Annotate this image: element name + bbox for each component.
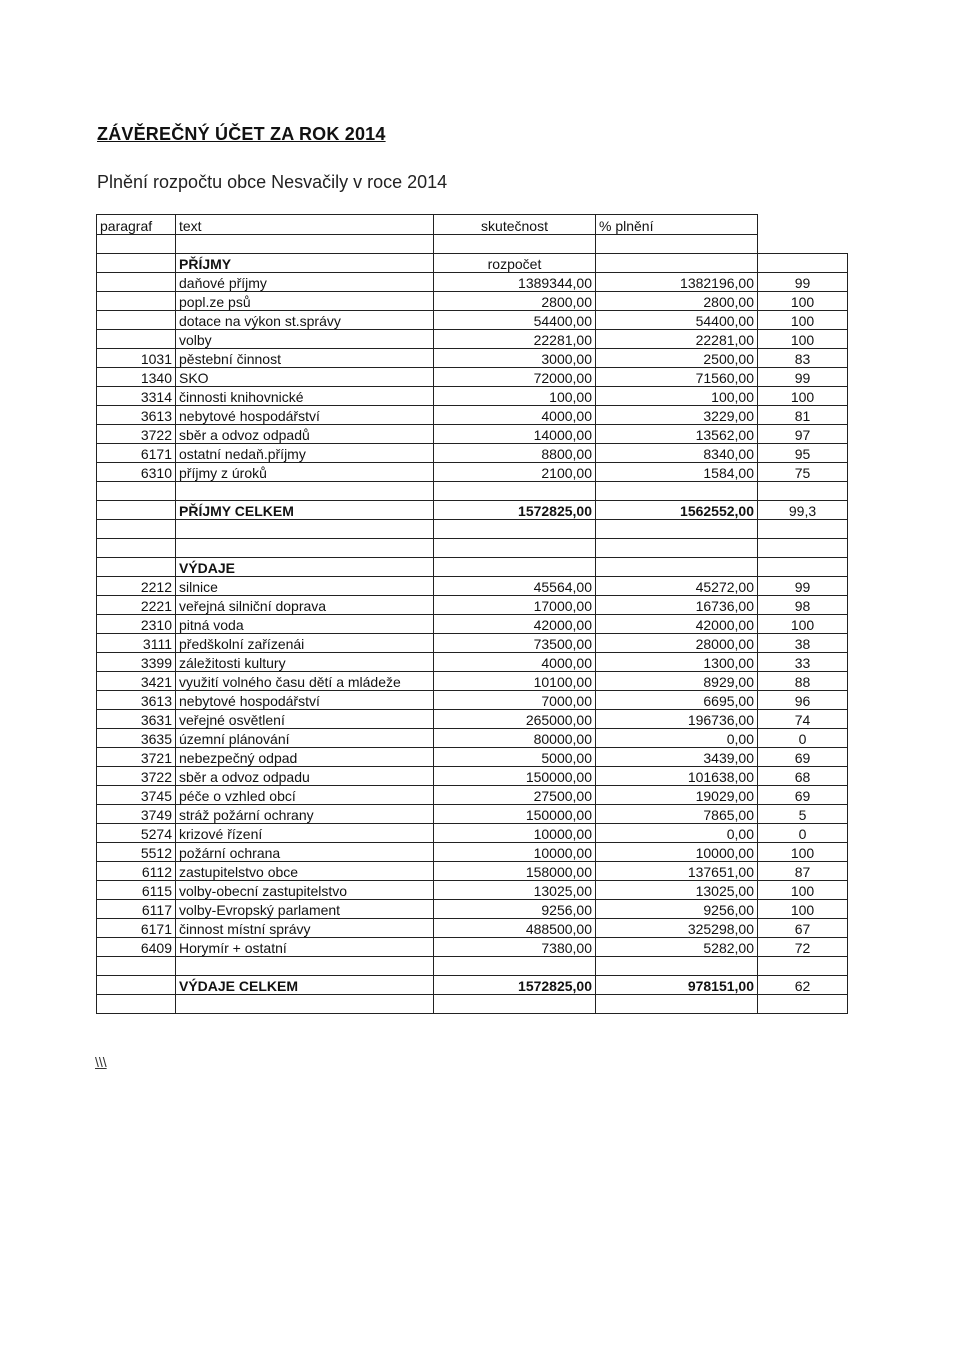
cell-rozpocet: 8800,00 bbox=[434, 444, 596, 463]
cell-paragraf: 3722 bbox=[97, 767, 176, 786]
cell-text: popl.ze psů bbox=[176, 292, 434, 311]
header-plneni: % plnění bbox=[596, 215, 758, 235]
cell-plneni: 5 bbox=[758, 805, 848, 824]
cell-empty bbox=[97, 501, 176, 520]
prijmy-heading-row bbox=[97, 254, 848, 273]
cell-plneni: 38 bbox=[758, 634, 848, 653]
cell-paragraf: 5512 bbox=[97, 843, 176, 862]
cell-paragraf bbox=[97, 292, 176, 311]
cell-text: volby-obecní zastupitelstvo bbox=[176, 881, 434, 900]
cell-skutecnost: 7865,00 bbox=[596, 805, 758, 824]
table-row bbox=[97, 672, 848, 691]
cell-skutecnost: 0,00 bbox=[596, 729, 758, 748]
cell-rozpocet: 3000,00 bbox=[434, 349, 596, 368]
prijmy-total-row bbox=[97, 501, 848, 520]
cell-plneni: 69 bbox=[758, 748, 848, 767]
cell-skutecnost: 100,00 bbox=[596, 387, 758, 406]
cell-skutecnost: 137651,00 bbox=[596, 862, 758, 881]
cell-text: péče o vzhled obcí bbox=[176, 786, 434, 805]
cell-rozpocet: 10000,00 bbox=[434, 824, 596, 843]
cell-rozpocet: 42000,00 bbox=[434, 615, 596, 634]
cell-paragraf: 2212 bbox=[97, 577, 176, 596]
cell-skutecnost: 196736,00 bbox=[596, 710, 758, 729]
table-row bbox=[97, 805, 848, 824]
cell-skutecnost: 1584,00 bbox=[596, 463, 758, 482]
cell-rozpocet: 27500,00 bbox=[434, 786, 596, 805]
blank-row bbox=[97, 482, 848, 501]
cell-text: krizové řízení bbox=[176, 824, 434, 843]
cell-paragraf: 3745 bbox=[97, 786, 176, 805]
total-label: VÝDAJE CELKEM bbox=[176, 976, 434, 995]
cell-skutecnost: 19029,00 bbox=[596, 786, 758, 805]
cell-paragraf: 6171 bbox=[97, 919, 176, 938]
cell-empty bbox=[434, 558, 596, 577]
cell-rozpocet: 1389344,00 bbox=[434, 273, 596, 292]
cell-plneni: 75 bbox=[758, 463, 848, 482]
cell-paragraf: 3631 bbox=[97, 710, 176, 729]
table-row bbox=[97, 710, 848, 729]
table-row bbox=[97, 444, 848, 463]
cell-text: příjmy z úroků bbox=[176, 463, 434, 482]
cell-text: Horymír + ostatní bbox=[176, 938, 434, 957]
cell-paragraf: 3421 bbox=[97, 672, 176, 691]
cell-text: činnosti knihovnické bbox=[176, 387, 434, 406]
table-row bbox=[97, 691, 848, 710]
cell-plneni: 74 bbox=[758, 710, 848, 729]
cell-text: ostatní nedaň.příjmy bbox=[176, 444, 434, 463]
cell-paragraf: 3399 bbox=[97, 653, 176, 672]
vydaje-heading: VÝDAJE bbox=[176, 558, 434, 577]
cell-plneni: 95 bbox=[758, 444, 848, 463]
cell-text: volby-Evropský parlament bbox=[176, 900, 434, 919]
cell-rozpocet: 488500,00 bbox=[434, 919, 596, 938]
cell-skutecnost: 5282,00 bbox=[596, 938, 758, 957]
cell-text: dotace na výkon st.správy bbox=[176, 311, 434, 330]
cell-rozpocet: 22281,00 bbox=[434, 330, 596, 349]
cell-text: sběr a odvoz odpadu bbox=[176, 767, 434, 786]
table-row bbox=[97, 938, 848, 957]
cell-text: veřejné osvětlení bbox=[176, 710, 434, 729]
table-row bbox=[97, 349, 848, 368]
cell-plneni: 69 bbox=[758, 786, 848, 805]
cell-rozpocet: 2800,00 bbox=[434, 292, 596, 311]
cell-plneni: 87 bbox=[758, 862, 848, 881]
cell-plneni: 100 bbox=[758, 900, 848, 919]
cell-rozpocet: 45564,00 bbox=[434, 577, 596, 596]
cell-text: silnice bbox=[176, 577, 434, 596]
cell-paragraf bbox=[97, 330, 176, 349]
cell-paragraf: 6112 bbox=[97, 862, 176, 881]
cell-paragraf: 3721 bbox=[97, 748, 176, 767]
cell-paragraf: 6115 bbox=[97, 881, 176, 900]
table-row bbox=[97, 596, 848, 615]
cell-paragraf bbox=[97, 273, 176, 292]
cell-text: SKO bbox=[176, 368, 434, 387]
cell-plneni: 96 bbox=[758, 691, 848, 710]
cell-rozpocet: 17000,00 bbox=[434, 596, 596, 615]
cell-paragraf: 3635 bbox=[97, 729, 176, 748]
table-row bbox=[97, 273, 848, 292]
table-row bbox=[97, 615, 848, 634]
cell-plneni: 97 bbox=[758, 425, 848, 444]
cell-text: nebytové hospodářství bbox=[176, 691, 434, 710]
cell-paragraf: 1031 bbox=[97, 349, 176, 368]
cell-text: záležitosti kultury bbox=[176, 653, 434, 672]
table-row bbox=[97, 577, 848, 596]
cell-text: volby bbox=[176, 330, 434, 349]
cell-skutecnost: 2500,00 bbox=[596, 349, 758, 368]
cell-rozpocet: 10000,00 bbox=[434, 843, 596, 862]
table-row bbox=[97, 425, 848, 444]
blank-row bbox=[97, 539, 848, 558]
cell-text: předškolní zařízenái bbox=[176, 634, 434, 653]
cell-rozpocet: 14000,00 bbox=[434, 425, 596, 444]
table-row bbox=[97, 406, 848, 425]
cell-plneni: 100 bbox=[758, 292, 848, 311]
header-spacer bbox=[758, 215, 848, 235]
header-skutecnost: skutečnost bbox=[434, 215, 596, 235]
cell-text: pitná voda bbox=[176, 615, 434, 634]
cell-rozpocet: 5000,00 bbox=[434, 748, 596, 767]
cell-empty bbox=[596, 558, 758, 577]
table-row bbox=[97, 311, 848, 330]
cell-plneni: 67 bbox=[758, 919, 848, 938]
cell-paragraf: 2221 bbox=[97, 596, 176, 615]
cell-rozpocet: 9256,00 bbox=[434, 900, 596, 919]
table-row bbox=[97, 862, 848, 881]
cell-skutecnost: 28000,00 bbox=[596, 634, 758, 653]
cell-skutecnost: 8929,00 bbox=[596, 672, 758, 691]
cell-skutecnost: 6695,00 bbox=[596, 691, 758, 710]
cell-rozpocet: 72000,00 bbox=[434, 368, 596, 387]
total-rozpocet: 1572825,00 bbox=[434, 976, 596, 995]
cell-plneni: 100 bbox=[758, 615, 848, 634]
bottom-mark: \\\ bbox=[95, 1054, 107, 1070]
cell-plneni: 100 bbox=[758, 387, 848, 406]
cell-rozpocet: 80000,00 bbox=[434, 729, 596, 748]
cell-skutecnost: 1382196,00 bbox=[596, 273, 758, 292]
cell-rozpocet: 7380,00 bbox=[434, 938, 596, 957]
table-row bbox=[97, 843, 848, 862]
cell-plneni: 99 bbox=[758, 577, 848, 596]
cell-rozpocet: 10100,00 bbox=[434, 672, 596, 691]
header-paragraf: paragraf bbox=[97, 215, 176, 235]
cell-skutecnost: 2800,00 bbox=[596, 292, 758, 311]
prijmy-heading: PŘÍJMY bbox=[176, 254, 434, 273]
table-row bbox=[97, 368, 848, 387]
cell-skutecnost: 54400,00 bbox=[596, 311, 758, 330]
cell-paragraf: 6171 bbox=[97, 444, 176, 463]
cell-paragraf: 3613 bbox=[97, 691, 176, 710]
cell-plneni: 33 bbox=[758, 653, 848, 672]
cell-paragraf: 3613 bbox=[97, 406, 176, 425]
total-skutecnost: 978151,00 bbox=[596, 976, 758, 995]
header-text: text bbox=[176, 215, 434, 235]
cell-paragraf: 3314 bbox=[97, 387, 176, 406]
cell-skutecnost: 1300,00 bbox=[596, 653, 758, 672]
vydaje-heading-row bbox=[97, 558, 848, 577]
cell-paragraf: 3111 bbox=[97, 634, 176, 653]
table-row bbox=[97, 387, 848, 406]
cell-rozpocet: 2100,00 bbox=[434, 463, 596, 482]
cell-rozpocet: 265000,00 bbox=[434, 710, 596, 729]
cell-rozpocet: 4000,00 bbox=[434, 653, 596, 672]
cell-skutecnost: 3229,00 bbox=[596, 406, 758, 425]
vydaje-total-row bbox=[97, 976, 848, 995]
cell-plneni: 83 bbox=[758, 349, 848, 368]
cell-plneni: 0 bbox=[758, 729, 848, 748]
rozpocet-label: rozpočet bbox=[434, 254, 596, 273]
cell-paragraf: 5274 bbox=[97, 824, 176, 843]
table-row bbox=[97, 292, 848, 311]
cell-skutecnost: 22281,00 bbox=[596, 330, 758, 349]
cell-paragraf: 3749 bbox=[97, 805, 176, 824]
cell-skutecnost: 71560,00 bbox=[596, 368, 758, 387]
blank-row bbox=[97, 235, 848, 254]
cell-paragraf: 1340 bbox=[97, 368, 176, 387]
cell-paragraf: 2310 bbox=[97, 615, 176, 634]
cell-plneni: 99 bbox=[758, 273, 848, 292]
cell-plneni: 100 bbox=[758, 330, 848, 349]
cell-plneni: 98 bbox=[758, 596, 848, 615]
cell-skutecnost: 42000,00 bbox=[596, 615, 758, 634]
cell-skutecnost: 8340,00 bbox=[596, 444, 758, 463]
table-row bbox=[97, 729, 848, 748]
cell-skutecnost: 13562,00 bbox=[596, 425, 758, 444]
cell-skutecnost: 45272,00 bbox=[596, 577, 758, 596]
table-row bbox=[97, 881, 848, 900]
cell-text: sběr a odvoz odpadů bbox=[176, 425, 434, 444]
cell-text: daňové příjmy bbox=[176, 273, 434, 292]
table-row bbox=[97, 786, 848, 805]
cell-empty bbox=[97, 558, 176, 577]
cell-plneni: 0 bbox=[758, 824, 848, 843]
table-row bbox=[97, 919, 848, 938]
cell-text: veřejná silniční doprava bbox=[176, 596, 434, 615]
cell-skutecnost: 3439,00 bbox=[596, 748, 758, 767]
cell-text: nebytové hospodářství bbox=[176, 406, 434, 425]
budget-table-body bbox=[97, 215, 848, 1014]
cell-plneni: 88 bbox=[758, 672, 848, 691]
cell-rozpocet: 54400,00 bbox=[434, 311, 596, 330]
total-rozpocet: 1572825,00 bbox=[434, 501, 596, 520]
cell-plneni: 72 bbox=[758, 938, 848, 957]
document-title: ZÁVĚREČNÝ ÚČET ZA ROK 2014 bbox=[97, 124, 386, 144]
cell-text: stráž požární ochrany bbox=[176, 805, 434, 824]
cell-paragraf: 6117 bbox=[97, 900, 176, 919]
cell-rozpocet: 158000,00 bbox=[434, 862, 596, 881]
total-plneni: 62 bbox=[758, 976, 848, 995]
total-plneni: 99,3 bbox=[758, 501, 848, 520]
blank-row bbox=[97, 957, 848, 976]
cell-rozpocet: 150000,00 bbox=[434, 767, 596, 786]
cell-plneni: 100 bbox=[758, 311, 848, 330]
table-row bbox=[97, 900, 848, 919]
blank-row bbox=[97, 520, 848, 539]
cell-empty bbox=[97, 976, 176, 995]
table-row bbox=[97, 824, 848, 843]
cell-plneni: 81 bbox=[758, 406, 848, 425]
cell-paragraf: 6310 bbox=[97, 463, 176, 482]
table-header-row bbox=[97, 215, 848, 235]
cell-skutecnost: 16736,00 bbox=[596, 596, 758, 615]
cell-plneni: 100 bbox=[758, 881, 848, 900]
total-skutecnost: 1562552,00 bbox=[596, 501, 758, 520]
cell-paragraf bbox=[97, 311, 176, 330]
table-row bbox=[97, 748, 848, 767]
blank-row bbox=[97, 995, 848, 1014]
cell-plneni: 99 bbox=[758, 368, 848, 387]
cell-skutecnost: 13025,00 bbox=[596, 881, 758, 900]
cell-text: požární ochrana bbox=[176, 843, 434, 862]
cell-skutecnost: 101638,00 bbox=[596, 767, 758, 786]
cell-rozpocet: 150000,00 bbox=[434, 805, 596, 824]
cell-text: zastupitelstvo obce bbox=[176, 862, 434, 881]
cell-empty bbox=[758, 558, 848, 577]
table-row bbox=[97, 634, 848, 653]
table-row bbox=[97, 767, 848, 786]
cell-text: územní plánování bbox=[176, 729, 434, 748]
table-row bbox=[97, 463, 848, 482]
cell-text: pěstební činnost bbox=[176, 349, 434, 368]
cell-paragraf: 6409 bbox=[97, 938, 176, 957]
cell-plneni: 68 bbox=[758, 767, 848, 786]
cell-text: nebezpečný odpad bbox=[176, 748, 434, 767]
document-subtitle: Plnění rozpočtu obce Nesvačily v roce 2014 bbox=[97, 172, 448, 192]
cell-rozpocet: 13025,00 bbox=[434, 881, 596, 900]
cell-rozpocet: 7000,00 bbox=[434, 691, 596, 710]
cell-text: činnost místní správy bbox=[176, 919, 434, 938]
table-row bbox=[97, 330, 848, 349]
total-label: PŘÍJMY CELKEM bbox=[176, 501, 434, 520]
cell-rozpocet: 4000,00 bbox=[434, 406, 596, 425]
cell-text: využití volného času dětí a mládeže bbox=[176, 672, 434, 691]
cell-rozpocet: 73500,00 bbox=[434, 634, 596, 653]
table-row bbox=[97, 653, 848, 672]
budget-table bbox=[96, 214, 848, 1014]
cell-paragraf: 3722 bbox=[97, 425, 176, 444]
cell-skutecnost: 0,00 bbox=[596, 824, 758, 843]
cell-skutecnost: 325298,00 bbox=[596, 919, 758, 938]
cell-rozpocet: 100,00 bbox=[434, 387, 596, 406]
cell-skutecnost: 9256,00 bbox=[596, 900, 758, 919]
cell-plneni: 100 bbox=[758, 843, 848, 862]
cell-skutecnost: 10000,00 bbox=[596, 843, 758, 862]
